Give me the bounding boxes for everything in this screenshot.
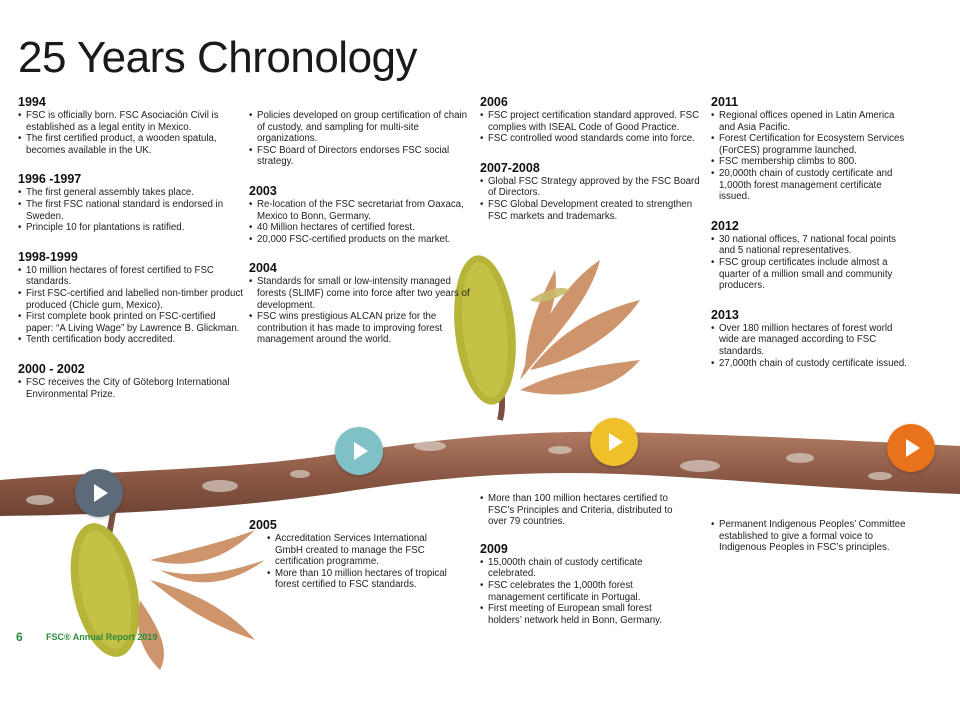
timeline-entry — [249, 110, 474, 168]
entry-item: • Global FSC Strategy approved by the FSC Board of Directors. — [480, 176, 705, 199]
entry-item: • The first certified product, a wooden spatula, becomes available in the UK. — [18, 133, 243, 156]
entry-year: 2000 - 2002 — [18, 361, 85, 376]
timeline-play-button-4[interactable] — [887, 424, 935, 472]
publication-name: FSC® Annual Report 2019 — [46, 632, 158, 642]
entry-item: • Accreditation Services International GmbH created to manage the FSC certification programme. — [267, 533, 449, 568]
timeline-entry — [249, 518, 449, 591]
timeline-entry — [249, 184, 474, 245]
entry-item: • Policies developed on group certification of chain of custody, and sampling for multi-site organizations. — [249, 110, 474, 145]
entry-list — [18, 110, 243, 156]
timeline-entry — [480, 95, 705, 145]
entry-item: • FSC Board of Directors endorses FSC social strategy. — [249, 145, 474, 168]
timeline-column-3 — [480, 95, 705, 236]
entry-item: • FSC is officially born. FSC Asociación Civil is established as a legal entity in Mexico. — [18, 110, 243, 133]
entry-year: 2013 — [711, 307, 739, 322]
entry-item: • FSC receives the City of Göteborg International Environmental Prize. — [18, 377, 243, 400]
entry-item: • FSC wins prestigious ALCAN prize for the contribution it has made to improving forest management around the world. — [249, 311, 474, 346]
entry-year: 2007-2008 — [480, 160, 540, 175]
entry-item: • Forest Certification for Ecosystem Services (ForCES) programme launched. — [711, 133, 911, 156]
entry-list — [711, 323, 911, 369]
entry-list — [18, 377, 243, 400]
entry-year: 2011 — [711, 95, 739, 109]
timeline-entry — [18, 362, 243, 400]
entry-year: 2006 — [480, 95, 508, 109]
entry-year: 2003 — [249, 183, 277, 198]
entry-item: • FSC project certification standard approved. FSC complies with ISEAL Code of Good Practice. — [480, 110, 705, 133]
entry-list — [480, 110, 705, 145]
entry-item: • Principle 10 for plantations is ratified. — [18, 222, 243, 234]
timeline-play-button-3[interactable] — [590, 418, 638, 466]
entry-item: • Permanent Indigenous Peoples’ Committee established to give a formal voice to Indigenous Peoples in FSC’s principles. — [711, 519, 911, 554]
entry-item: • Standards for small or low-intensity managed forests (SLIMF) come into force after two years of development. — [249, 276, 474, 311]
entry-list — [480, 493, 680, 528]
entry-list — [249, 533, 449, 591]
timeline-column-2 — [249, 110, 474, 360]
timeline-entry — [711, 95, 911, 203]
entry-item: • 27,000th chain of custody certificate issued. — [711, 358, 911, 370]
entry-list — [249, 276, 474, 346]
entry-list — [711, 519, 911, 554]
entry-item: • 20,000 FSC-certified products on the market. — [249, 234, 474, 246]
timeline-column-4-lower — [711, 519, 911, 568]
timeline-column-4 — [711, 95, 911, 383]
timeline-entry — [711, 519, 911, 554]
entry-list — [711, 234, 911, 292]
entry-item: • 30 national offices, 7 national focal points and 5 national representatives. — [711, 234, 911, 257]
entry-item: • First FSC-certified and labelled non-timber product produced (Chicle gum, Mexico). — [18, 288, 243, 311]
timeline-entry — [480, 493, 680, 528]
timeline-entry — [18, 250, 243, 346]
timeline-entry — [711, 308, 911, 369]
timeline-column-2-lower — [249, 518, 449, 605]
entry-year: 1994 — [18, 95, 46, 109]
entry-item: • More than 10 million hectares of tropical forest certified to FSC standards. — [267, 568, 449, 591]
entry-list — [480, 176, 705, 222]
entry-item: • FSC Global Development created to strengthen FSC markets and trademarks. — [480, 199, 705, 222]
timeline-entry — [480, 161, 705, 222]
entry-item: • Re-location of the FSC secretariat from Oaxaca, Mexico to Bonn, Germany. — [249, 199, 474, 222]
entry-item: • Over 180 million hectares of forest world wide are managed according to FSC standards. — [711, 323, 911, 358]
entry-list — [18, 265, 243, 346]
entry-item: • FSC celebrates the 1,000th forest management certificate in Portugal. — [480, 580, 680, 603]
page-number: 6 — [16, 630, 23, 644]
entry-item: • FSC group certificates include almost a quarter of a million small and community producers. — [711, 257, 911, 292]
timeline-entry — [18, 95, 243, 156]
entry-item: • More than 100 million hectares certified to FSC’s Principles and Criteria, distributed to over 79 countries. — [480, 493, 680, 528]
entry-year: 1998-1999 — [18, 249, 78, 264]
entry-list — [480, 557, 680, 627]
entry-item: • Regional offices opened in Latin America and Asia Pacific. — [711, 110, 911, 133]
entry-year: 1996 -1997 — [18, 172, 82, 187]
entry-item: • 20,000th chain of custody certificate and 1,000th forest management certificate issued. — [711, 168, 911, 203]
timeline-entry — [711, 219, 911, 292]
entry-item: • The first general assembly takes place. — [18, 187, 243, 199]
entry-item: • First complete book printed on FSC-certified paper: “A Living Wage” by Lawrence B. Glickman. — [18, 311, 243, 334]
entry-item: • FSC controlled wood standards come into force. — [480, 133, 705, 145]
entry-year: 2012 — [711, 218, 739, 233]
entry-item: • 40 Million hectares of certified forest. — [249, 222, 474, 234]
entry-item: • 15,000th chain of custody certificate celebrated. — [480, 557, 680, 580]
entry-item: • First meeting of European small forest holders’ network held in Bonn, Germany. — [480, 603, 680, 626]
entry-item: • The first FSC national standard is endorsed in Sweden. — [18, 199, 243, 222]
entry-item: • 10 million hectares of forest certified to FSC standards. — [18, 265, 243, 288]
entry-list — [249, 199, 474, 245]
entry-year: 2004 — [249, 261, 277, 276]
entry-list — [18, 187, 243, 233]
page-title: 25 Years Chronology — [18, 33, 418, 82]
entry-item: • Tenth certification body accredited. — [18, 334, 243, 346]
timeline-column-1 — [18, 95, 243, 414]
entry-item: • FSC membership climbs to 800. — [711, 156, 911, 168]
timeline-column-3-lower — [480, 493, 680, 640]
entry-list — [249, 110, 474, 168]
timeline-play-button-2[interactable] — [335, 427, 383, 475]
timeline-entry — [18, 172, 243, 233]
entry-year: 2005 — [249, 518, 277, 532]
entry-list — [711, 110, 911, 203]
timeline-entry — [249, 261, 474, 346]
entry-year: 2009 — [480, 541, 508, 556]
timeline-play-button-1[interactable] — [75, 469, 123, 517]
timeline-entry — [480, 542, 680, 627]
